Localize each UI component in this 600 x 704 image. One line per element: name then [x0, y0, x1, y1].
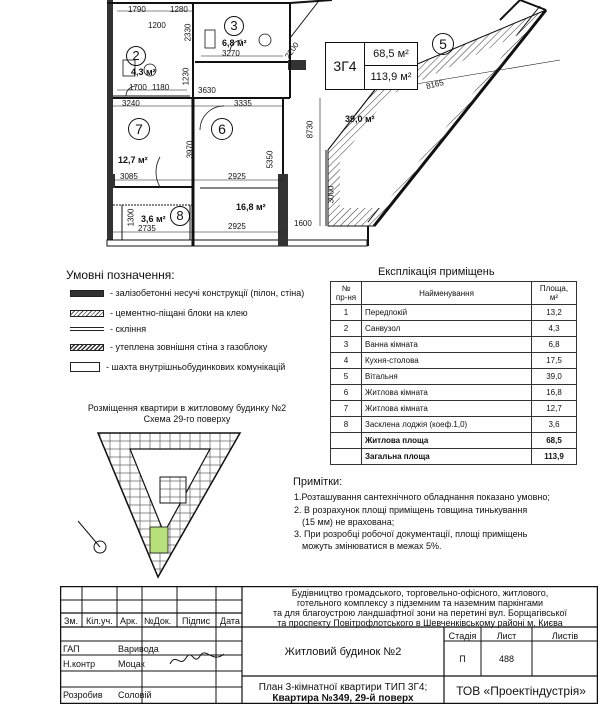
legend-item	[70, 362, 285, 372]
legend-item	[70, 342, 267, 352]
room-number: 6	[211, 118, 233, 140]
living-area-value: 68,5 м²	[365, 43, 417, 66]
dim-label: 1300	[126, 208, 136, 227]
building-name: Житловий будинок №2	[284, 646, 402, 658]
reinforced-concrete-swatch	[70, 290, 104, 297]
dim-label: 1790	[128, 5, 146, 14]
table-row	[331, 385, 577, 401]
room-number: 7	[128, 118, 150, 140]
legend-label: - залізобетонні несучі конструкції (пілон, стіна)	[110, 288, 305, 298]
row-name: Вітальня	[362, 369, 532, 385]
notes-title: Примітки:	[293, 476, 343, 488]
table-header-row	[331, 282, 577, 305]
room-area: 3,6 м²	[141, 214, 166, 224]
header-area-line1: Площа,	[539, 284, 569, 293]
table-row	[331, 417, 577, 433]
dim-label: 3970	[185, 140, 195, 159]
table-row	[331, 353, 577, 369]
highlighted-apartment	[150, 527, 168, 553]
legend-item	[70, 324, 146, 334]
legend-item	[70, 288, 304, 298]
header-area	[532, 282, 577, 305]
explication-table	[330, 281, 577, 465]
dim-label: 1700	[129, 83, 147, 92]
note-line: 1.Розташування сантехнічного обладнання показано умовно;	[294, 492, 550, 502]
role-name: Моцак	[118, 659, 145, 669]
project-line: готельного комплексу з підземним та наземним паркінгами	[296, 598, 544, 608]
row-name: Передпокій	[362, 305, 532, 321]
insulated-wall-swatch	[70, 344, 104, 351]
dim-label: 3630	[198, 86, 216, 95]
location-title-line1: Розміщення квартири в житловому будинку №2	[87, 403, 287, 413]
sheet-title-line2: Квартира №349, 29-й поверх	[272, 693, 414, 704]
col-count: Кіл.уч.	[86, 616, 113, 626]
shaft-swatch	[70, 362, 100, 372]
project-name	[246, 588, 594, 628]
note-line: можуть змінюватися в межах 5%.	[302, 541, 442, 551]
role-name: Соловій	[118, 690, 152, 700]
row-area: 39,0	[532, 369, 577, 385]
dim-label: 1280	[170, 5, 188, 14]
floor-scheme	[60, 425, 290, 585]
header-num-line1: №	[341, 284, 351, 293]
dim-label: 1180	[152, 83, 170, 92]
header-num-line2: пр-ня	[335, 293, 357, 302]
dim-label: 1200	[148, 21, 166, 30]
legend-title: Умовні позначення:	[66, 268, 175, 282]
total-area-row	[331, 449, 577, 465]
living-area-total: 68,5	[532, 433, 577, 449]
note-line: (15 мм) не врахована;	[302, 517, 395, 527]
dim-label: 5350	[265, 150, 275, 169]
row-num: 1	[331, 305, 362, 321]
row-name: Житлова кімната	[362, 385, 532, 401]
dim-label: 2925	[228, 222, 246, 231]
table-row	[331, 321, 577, 337]
role-name: Варивода	[118, 644, 159, 654]
location-title-line2: Схема 29-го поверху	[143, 414, 231, 424]
room-number: 5	[432, 33, 454, 55]
dim-label: 3335	[234, 99, 252, 108]
note-line: 3. При розробці робочої документації, площі приміщень	[294, 529, 528, 539]
room-area: 6,8 м²	[222, 38, 247, 48]
sheet-value: 488	[498, 654, 515, 664]
row-area: 6,8	[532, 337, 577, 353]
dim-label: 2925	[228, 172, 246, 181]
dim-label: 3240	[122, 99, 140, 108]
row-num: 2	[331, 321, 362, 337]
legend-label: - утеплена зовнішня стіна з газоблоку	[110, 342, 268, 352]
role-label: Н.контр	[63, 659, 96, 669]
empty-cell	[331, 449, 362, 465]
table-row	[331, 369, 577, 385]
location-title	[72, 403, 302, 425]
total-area-total: 113,9	[532, 449, 577, 465]
sheet-label: Лист	[496, 631, 517, 641]
row-area: 17,5	[532, 353, 577, 369]
title-block	[60, 586, 598, 704]
dim-label: 2735	[138, 224, 156, 233]
sheet-title	[242, 682, 444, 704]
dim-label: 2200	[283, 40, 301, 61]
sheets-label: Листів	[551, 631, 579, 641]
row-name: Засклена лоджія (коеф.1,0)	[362, 417, 532, 433]
row-name: Кухня-столова	[362, 353, 532, 369]
project-line: та для благоустрою ландшафтної зони на перетині вул. Борщагівської	[272, 608, 568, 618]
apartment-type: 3Г4	[326, 43, 365, 89]
total-area-label: Загальна площа	[362, 449, 532, 465]
stage-label: Стадія	[448, 631, 477, 641]
living-area-label: Житлова площа	[362, 433, 532, 449]
room-number: 3	[224, 16, 244, 36]
table-row	[331, 337, 577, 353]
cement-block-swatch	[70, 310, 104, 317]
row-name: Житлова кімната	[362, 401, 532, 417]
row-num: 3	[331, 337, 362, 353]
row-area: 16,8	[532, 385, 577, 401]
empty-cell	[331, 433, 362, 449]
signature-icon	[168, 650, 228, 670]
row-area: 13,2	[532, 305, 577, 321]
col-change: Зм.	[64, 616, 79, 626]
row-area: 3,6	[532, 417, 577, 433]
table-row	[331, 401, 577, 417]
project-line: Будівництво громадського, торговельно-офісного, житлового,	[291, 588, 549, 598]
company-name: ТОВ «Проектіндустрія»	[456, 684, 586, 698]
row-num: 5	[331, 369, 362, 385]
room-area: 16,8 м²	[236, 202, 266, 212]
legend-label: - скління	[110, 324, 147, 334]
room-number: 8	[170, 206, 190, 226]
room-number: 2	[126, 46, 146, 66]
dim-label: 2330	[183, 23, 193, 42]
note-line: 2. В розрахунок площі приміщень товщина тинькування	[294, 505, 528, 515]
dim-label: 8165	[425, 77, 445, 92]
dim-label: 3270	[222, 49, 240, 58]
dim-label: 3000	[326, 185, 336, 204]
row-num: 8	[331, 417, 362, 433]
project-line: та проспекту Повітрофлотського в Шевченківському районі м. Києва	[277, 618, 563, 628]
role-label: ГАП	[63, 644, 80, 654]
room-area: 12,7 м²	[118, 155, 148, 165]
apartment-type-box	[325, 42, 418, 90]
row-area: 12,7	[532, 401, 577, 417]
row-num: 6	[331, 385, 362, 401]
plan-dim-labels	[0, 0, 600, 262]
dim-label: 8730	[305, 120, 315, 139]
row-name: Санвузол	[362, 321, 532, 337]
explication-title: Експлікація приміщень	[378, 266, 495, 278]
stage-value: П	[459, 654, 466, 664]
total-area-value: 113,9 м²	[370, 71, 412, 83]
dim-label: 1230	[181, 67, 191, 86]
col-sheet: Арк.	[120, 616, 138, 626]
dim-label: 1600	[294, 219, 312, 228]
row-num: 7	[331, 401, 362, 417]
col-date: Дата	[220, 616, 240, 626]
room-area: 39,0 м²	[345, 114, 375, 124]
legend-label: - цементно-піщані блоки на клею	[110, 308, 248, 318]
header-num	[331, 282, 362, 305]
row-name: Ванна кімната	[362, 337, 532, 353]
col-signature: Підпис	[182, 616, 211, 626]
dim-label: 3085	[120, 172, 138, 181]
legend-item	[70, 308, 248, 318]
header-name: Найменування	[362, 282, 532, 305]
sheet-title-line1: План 3-кімнатної квартири ТИП 3Г4;	[258, 682, 428, 693]
glazing-swatch	[70, 327, 104, 331]
living-area-row	[331, 433, 577, 449]
role-label: Розробив	[63, 690, 103, 700]
row-num: 4	[331, 353, 362, 369]
col-doc: №Док.	[144, 616, 172, 626]
room-area: 4,3 м²	[131, 67, 156, 77]
header-area-line2: м²	[549, 293, 559, 302]
legend-label: - шахта внутрішньобудинкових комунікацій	[106, 362, 286, 372]
row-area: 4,3	[532, 321, 577, 337]
table-row	[331, 305, 577, 321]
